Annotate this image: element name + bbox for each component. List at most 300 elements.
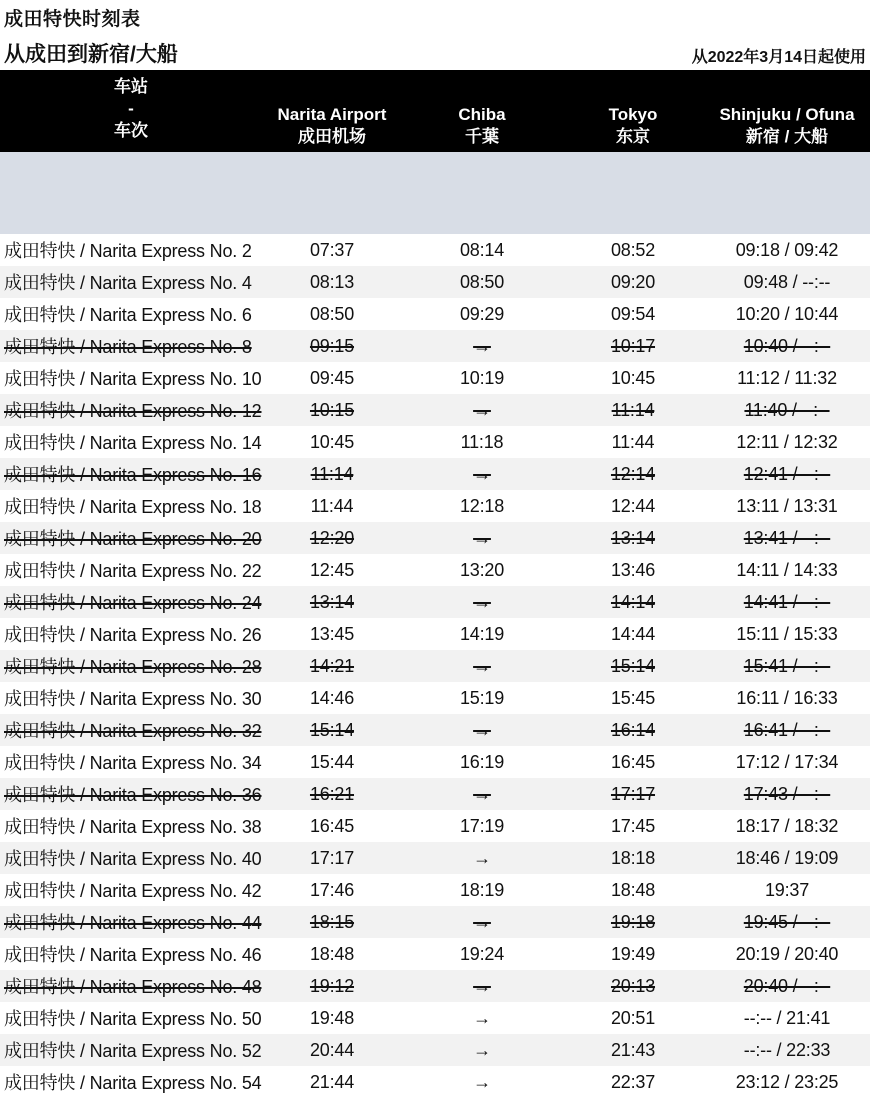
train-name-cell bbox=[0, 330, 262, 362]
station-name-en: Narita Airport bbox=[277, 105, 387, 124]
time-shinjuku-ofuna: 17:12 / 17:34 bbox=[735, 751, 839, 772]
time-shinjuku-ofuna-cell bbox=[704, 906, 870, 938]
train-name: 成田特快 / Narita Express No. 30 bbox=[4, 689, 262, 709]
time-shinjuku-ofuna: 12:41 / --:-- bbox=[743, 463, 831, 484]
time-shinjuku-ofuna: 20:40 / --:-- bbox=[743, 975, 831, 996]
station-name-zh: 东京 bbox=[616, 127, 650, 146]
time-shinjuku-ofuna: 12:11 / 12:32 bbox=[736, 431, 838, 452]
time-narita: 10:45 bbox=[309, 431, 355, 452]
time-tokyo-cell bbox=[562, 682, 704, 714]
time-narita: 11:44 bbox=[310, 495, 354, 516]
time-tokyo: 18:18 bbox=[610, 847, 656, 868]
time-chiba-cell bbox=[402, 298, 562, 330]
time-narita: 18:48 bbox=[309, 943, 355, 964]
time-narita: 18:15 bbox=[309, 911, 355, 932]
time-tokyo-cell bbox=[562, 426, 704, 458]
header-row bbox=[0, 70, 870, 152]
time-tokyo: 15:45 bbox=[610, 687, 656, 708]
time-narita-cell bbox=[262, 394, 402, 426]
time-tokyo-cell bbox=[562, 298, 704, 330]
time-narita: 13:45 bbox=[309, 623, 355, 644]
time-tokyo: 20:51 bbox=[610, 1007, 656, 1028]
time-shinjuku-ofuna-cell bbox=[704, 746, 870, 778]
station-header-shinjuku-ofuna bbox=[704, 70, 870, 152]
time-tokyo: 18:48 bbox=[610, 879, 656, 900]
train-name-cell bbox=[0, 458, 262, 490]
table-row bbox=[0, 1034, 870, 1066]
train-name-cell bbox=[0, 426, 262, 458]
time-tokyo: 13:14 bbox=[610, 527, 656, 548]
time-chiba: → bbox=[473, 527, 491, 548]
time-narita: 21:44 bbox=[309, 1071, 355, 1092]
table-row bbox=[0, 586, 870, 618]
time-tokyo: 16:45 bbox=[610, 751, 656, 772]
table-row bbox=[0, 1066, 870, 1098]
time-narita-cell bbox=[262, 234, 402, 266]
time-shinjuku-ofuna: --:-- / 22:33 bbox=[743, 1039, 831, 1060]
train-name: 成田特快 / Narita Express No. 4 bbox=[4, 273, 252, 293]
time-narita: 12:20 bbox=[309, 527, 355, 548]
station-name-en: Shinjuku / Ofuna bbox=[719, 105, 855, 124]
train-name: 成田特快 / Narita Express No. 46 bbox=[4, 945, 262, 965]
time-shinjuku-ofuna: 13:41 / --:-- bbox=[743, 527, 831, 548]
table-row bbox=[0, 554, 870, 586]
time-chiba: 14:19 bbox=[459, 623, 505, 644]
time-narita-cell bbox=[262, 714, 402, 746]
time-narita: 19:12 bbox=[309, 975, 355, 996]
time-shinjuku-ofuna: 23:12 / 23:25 bbox=[735, 1071, 839, 1092]
time-tokyo: 10:45 bbox=[610, 367, 656, 388]
time-chiba: → bbox=[473, 719, 491, 740]
train-name: 成田特快 / Narita Express No. 12 bbox=[4, 401, 262, 421]
time-chiba-cell bbox=[402, 362, 562, 394]
time-shinjuku-ofuna-cell bbox=[704, 1066, 870, 1098]
time-narita: 15:14 bbox=[309, 719, 355, 740]
corner-separator: - bbox=[128, 99, 134, 118]
time-tokyo-cell bbox=[562, 234, 704, 266]
time-narita-cell bbox=[262, 874, 402, 906]
train-name-cell bbox=[0, 522, 262, 554]
time-shinjuku-ofuna: 17:43 / --:-- bbox=[743, 783, 831, 804]
time-shinjuku-ofuna-cell bbox=[704, 1002, 870, 1034]
time-chiba-cell bbox=[402, 1002, 562, 1034]
time-chiba: 16:19 bbox=[459, 751, 505, 772]
time-chiba-cell bbox=[402, 810, 562, 842]
corner-header bbox=[0, 70, 262, 152]
time-narita-cell bbox=[262, 330, 402, 362]
time-narita-cell bbox=[262, 554, 402, 586]
train-name-cell bbox=[0, 234, 262, 266]
time-narita: 10:15 bbox=[309, 399, 355, 420]
train-name-cell bbox=[0, 618, 262, 650]
time-narita-cell bbox=[262, 618, 402, 650]
train-name-cell bbox=[0, 874, 262, 906]
time-narita-cell bbox=[262, 266, 402, 298]
time-chiba: 12:18 bbox=[459, 495, 505, 516]
time-chiba: 18:19 bbox=[459, 879, 505, 900]
time-narita: 07:37 bbox=[309, 239, 355, 260]
time-tokyo: 19:49 bbox=[610, 943, 656, 964]
time-chiba-cell bbox=[402, 618, 562, 650]
time-tokyo: 17:45 bbox=[610, 815, 656, 836]
time-shinjuku-ofuna: 20:19 / 20:40 bbox=[735, 943, 839, 964]
table-row bbox=[0, 394, 870, 426]
time-tokyo: 08:52 bbox=[610, 239, 656, 260]
train-name: 成田特快 / Narita Express No. 50 bbox=[4, 1009, 262, 1029]
train-name-cell bbox=[0, 1002, 262, 1034]
time-shinjuku-ofuna: 09:18 / 09:42 bbox=[735, 239, 839, 260]
train-name: 成田特快 / Narita Express No. 40 bbox=[4, 849, 262, 869]
time-narita-cell bbox=[262, 1066, 402, 1098]
time-chiba: → bbox=[473, 463, 491, 484]
time-narita-cell bbox=[262, 298, 402, 330]
time-narita-cell bbox=[262, 522, 402, 554]
time-narita: 12:45 bbox=[309, 559, 355, 580]
station-name-zh: 千葉 bbox=[465, 127, 499, 146]
time-chiba-cell bbox=[402, 330, 562, 362]
time-shinjuku-ofuna: 14:11 / 14:33 bbox=[736, 559, 838, 580]
time-chiba-cell bbox=[402, 682, 562, 714]
time-chiba-cell bbox=[402, 426, 562, 458]
table-row bbox=[0, 1002, 870, 1034]
time-tokyo-cell bbox=[562, 362, 704, 394]
time-tokyo-cell bbox=[562, 714, 704, 746]
table-row bbox=[0, 458, 870, 490]
time-shinjuku-ofuna: 18:17 / 18:32 bbox=[735, 815, 839, 836]
time-tokyo: 12:14 bbox=[610, 463, 656, 484]
station-header-chiba bbox=[402, 70, 562, 152]
time-shinjuku-ofuna-cell bbox=[704, 938, 870, 970]
train-name-cell bbox=[0, 778, 262, 810]
station-header-tokyo bbox=[562, 70, 704, 152]
train-name: 成田特快 / Narita Express No. 18 bbox=[4, 497, 262, 517]
time-tokyo: 14:44 bbox=[610, 623, 656, 644]
time-tokyo: 09:54 bbox=[610, 303, 656, 324]
time-tokyo: 14:14 bbox=[610, 591, 656, 612]
time-shinjuku-ofuna: 10:40 / --:-- bbox=[743, 335, 831, 356]
time-shinjuku-ofuna: 10:20 / 10:44 bbox=[735, 303, 839, 324]
time-tokyo-cell bbox=[562, 522, 704, 554]
train-name-cell bbox=[0, 362, 262, 394]
effective-date: 从2022年3月14日起使用 bbox=[691, 49, 866, 66]
table-row bbox=[0, 778, 870, 810]
train-name: 成田特快 / Narita Express No. 48 bbox=[4, 977, 262, 997]
time-shinjuku-ofuna: 15:11 / 15:33 bbox=[736, 623, 838, 644]
time-narita-cell bbox=[262, 842, 402, 874]
time-chiba-cell bbox=[402, 746, 562, 778]
time-chiba: → bbox=[473, 975, 491, 996]
time-narita-cell bbox=[262, 1034, 402, 1066]
time-chiba-cell bbox=[402, 906, 562, 938]
table-row bbox=[0, 234, 870, 266]
time-shinjuku-ofuna-cell bbox=[704, 714, 870, 746]
time-narita: 09:45 bbox=[309, 367, 355, 388]
time-narita: 08:50 bbox=[309, 303, 355, 324]
time-chiba: → bbox=[473, 783, 491, 804]
station-name-en: Chiba bbox=[458, 105, 506, 124]
train-name: 成田特快 / Narita Express No. 22 bbox=[4, 561, 262, 581]
train-name-cell bbox=[0, 554, 262, 586]
time-narita-cell bbox=[262, 426, 402, 458]
time-shinjuku-ofuna: 14:41 / --:-- bbox=[743, 591, 831, 612]
train-name: 成田特快 / Narita Express No. 54 bbox=[4, 1073, 262, 1093]
time-shinjuku-ofuna: 11:12 / 11:32 bbox=[737, 367, 837, 388]
time-tokyo-cell bbox=[562, 458, 704, 490]
time-narita: 19:48 bbox=[309, 1007, 355, 1028]
time-tokyo: 20:13 bbox=[610, 975, 656, 996]
time-shinjuku-ofuna: 19:45 / --:-- bbox=[743, 911, 831, 932]
time-shinjuku-ofuna-cell bbox=[704, 586, 870, 618]
train-name: 成田特快 / Narita Express No. 52 bbox=[4, 1041, 262, 1061]
train-name-cell bbox=[0, 1066, 262, 1098]
time-chiba-cell bbox=[402, 490, 562, 522]
station-header-narita bbox=[262, 70, 402, 152]
time-chiba-cell bbox=[402, 394, 562, 426]
header-divider bbox=[0, 152, 870, 234]
time-narita-cell bbox=[262, 458, 402, 490]
time-narita-cell bbox=[262, 906, 402, 938]
time-tokyo-cell bbox=[562, 618, 704, 650]
time-shinjuku-ofuna-cell bbox=[704, 266, 870, 298]
time-shinjuku-ofuna-cell bbox=[704, 778, 870, 810]
time-narita-cell bbox=[262, 810, 402, 842]
time-chiba-cell bbox=[402, 650, 562, 682]
train-name: 成田特快 / Narita Express No. 28 bbox=[4, 657, 262, 677]
train-name: 成田特快 / Narita Express No. 10 bbox=[4, 369, 262, 389]
time-chiba-cell bbox=[402, 586, 562, 618]
train-name: 成田特快 / Narita Express No. 8 bbox=[4, 337, 252, 357]
time-narita-cell bbox=[262, 490, 402, 522]
table-row bbox=[0, 490, 870, 522]
train-name-cell bbox=[0, 810, 262, 842]
train-name-cell bbox=[0, 650, 262, 682]
train-name-cell bbox=[0, 298, 262, 330]
time-chiba: 08:14 bbox=[459, 239, 505, 260]
time-chiba-cell bbox=[402, 266, 562, 298]
table-row bbox=[0, 746, 870, 778]
time-narita-cell bbox=[262, 1002, 402, 1034]
table-row bbox=[0, 362, 870, 394]
time-shinjuku-ofuna-cell bbox=[704, 874, 870, 906]
time-shinjuku-ofuna: --:-- / 21:41 bbox=[743, 1007, 831, 1028]
time-shinjuku-ofuna-cell bbox=[704, 842, 870, 874]
train-name: 成田特快 / Narita Express No. 16 bbox=[4, 465, 262, 485]
corner-train-label: 车次 bbox=[114, 121, 148, 140]
time-tokyo-cell bbox=[562, 650, 704, 682]
time-chiba-cell bbox=[402, 1066, 562, 1098]
timetable-header bbox=[0, 70, 870, 234]
time-shinjuku-ofuna-cell bbox=[704, 522, 870, 554]
time-tokyo-cell bbox=[562, 810, 704, 842]
time-chiba: 10:19 bbox=[459, 367, 505, 388]
time-tokyo-cell bbox=[562, 842, 704, 874]
time-shinjuku-ofuna-cell bbox=[704, 490, 870, 522]
page-header bbox=[0, 0, 870, 68]
station-name-en: Tokyo bbox=[608, 105, 658, 124]
train-name-cell bbox=[0, 394, 262, 426]
time-chiba: → bbox=[473, 847, 491, 868]
time-tokyo: 16:14 bbox=[610, 719, 656, 740]
time-chiba: 17:19 bbox=[459, 815, 505, 836]
timetable bbox=[0, 70, 870, 1098]
time-narita: 15:44 bbox=[309, 751, 355, 772]
time-shinjuku-ofuna-cell bbox=[704, 458, 870, 490]
time-tokyo-cell bbox=[562, 906, 704, 938]
time-chiba: → bbox=[473, 335, 491, 356]
corner-station-label: 车站 bbox=[114, 77, 148, 96]
time-narita-cell bbox=[262, 650, 402, 682]
time-chiba: 15:19 bbox=[459, 687, 505, 708]
time-shinjuku-ofuna-cell bbox=[704, 970, 870, 1002]
time-shinjuku-ofuna: 19:37 bbox=[764, 879, 810, 900]
train-name: 成田特快 / Narita Express No. 20 bbox=[4, 529, 262, 549]
train-name: 成田特快 / Narita Express No. 36 bbox=[4, 785, 262, 805]
train-name: 成田特快 / Narita Express No. 6 bbox=[4, 305, 252, 325]
time-shinjuku-ofuna-cell bbox=[704, 810, 870, 842]
page-subtitle: 从成田到新宿/大船 bbox=[4, 43, 178, 66]
table-row bbox=[0, 938, 870, 970]
time-chiba: → bbox=[473, 1071, 491, 1092]
time-shinjuku-ofuna-cell bbox=[704, 234, 870, 266]
time-tokyo-cell bbox=[562, 746, 704, 778]
train-name-cell bbox=[0, 906, 262, 938]
time-tokyo-cell bbox=[562, 1034, 704, 1066]
time-shinjuku-ofuna-cell bbox=[704, 1034, 870, 1066]
time-tokyo: 19:18 bbox=[610, 911, 656, 932]
time-tokyo-cell bbox=[562, 554, 704, 586]
time-narita: 08:13 bbox=[309, 271, 355, 292]
table-row bbox=[0, 714, 870, 746]
time-tokyo: 11:44 bbox=[611, 431, 655, 452]
train-name-cell bbox=[0, 490, 262, 522]
time-narita: 09:15 bbox=[309, 335, 355, 356]
time-chiba: → bbox=[473, 1039, 491, 1060]
time-narita: 20:44 bbox=[309, 1039, 355, 1060]
time-shinjuku-ofuna: 16:11 / 16:33 bbox=[736, 687, 838, 708]
train-name: 成田特快 / Narita Express No. 42 bbox=[4, 881, 262, 901]
time-narita-cell bbox=[262, 586, 402, 618]
station-name-zh: 新宿 / 大船 bbox=[745, 127, 829, 146]
table-row bbox=[0, 298, 870, 330]
time-shinjuku-ofuna-cell bbox=[704, 650, 870, 682]
time-tokyo: 10:17 bbox=[610, 335, 656, 356]
time-tokyo: 22:37 bbox=[610, 1071, 656, 1092]
time-shinjuku-ofuna-cell bbox=[704, 682, 870, 714]
time-shinjuku-ofuna-cell bbox=[704, 362, 870, 394]
table-row bbox=[0, 810, 870, 842]
train-name: 成田特快 / Narita Express No. 34 bbox=[4, 753, 262, 773]
time-narita-cell bbox=[262, 746, 402, 778]
time-tokyo-cell bbox=[562, 1066, 704, 1098]
time-narita: 14:21 bbox=[309, 655, 355, 676]
train-name: 成田特快 / Narita Express No. 24 bbox=[4, 593, 262, 613]
time-narita-cell bbox=[262, 970, 402, 1002]
time-tokyo-cell bbox=[562, 778, 704, 810]
time-chiba: → bbox=[473, 591, 491, 612]
time-shinjuku-ofuna-cell bbox=[704, 618, 870, 650]
table-row bbox=[0, 970, 870, 1002]
train-name-cell bbox=[0, 586, 262, 618]
time-chiba: 09:29 bbox=[459, 303, 505, 324]
table-row bbox=[0, 842, 870, 874]
time-chiba-cell bbox=[402, 554, 562, 586]
time-tokyo: 13:46 bbox=[610, 559, 656, 580]
time-narita-cell bbox=[262, 682, 402, 714]
time-chiba-cell bbox=[402, 938, 562, 970]
time-tokyo-cell bbox=[562, 490, 704, 522]
train-name: 成田特快 / Narita Express No. 2 bbox=[4, 241, 252, 261]
table-row bbox=[0, 330, 870, 362]
time-tokyo: 12:44 bbox=[610, 495, 656, 516]
train-name-cell bbox=[0, 266, 262, 298]
time-shinjuku-ofuna-cell bbox=[704, 426, 870, 458]
time-tokyo: 11:14 bbox=[611, 399, 655, 420]
time-shinjuku-ofuna-cell bbox=[704, 298, 870, 330]
time-chiba: → bbox=[473, 655, 491, 676]
time-shinjuku-ofuna: 16:41 / --:-- bbox=[743, 719, 831, 740]
page-title: 成田特快时刻表 bbox=[4, 9, 141, 30]
time-narita-cell bbox=[262, 778, 402, 810]
time-tokyo: 15:14 bbox=[610, 655, 656, 676]
table-row bbox=[0, 522, 870, 554]
time-tokyo-cell bbox=[562, 1002, 704, 1034]
time-chiba-cell bbox=[402, 970, 562, 1002]
table-row bbox=[0, 618, 870, 650]
station-name-zh: 成田机场 bbox=[298, 127, 366, 146]
time-narita: 16:45 bbox=[309, 815, 355, 836]
train-name-cell bbox=[0, 970, 262, 1002]
time-chiba: 08:50 bbox=[459, 271, 505, 292]
time-narita: 17:46 bbox=[309, 879, 355, 900]
table-row bbox=[0, 682, 870, 714]
train-name-cell bbox=[0, 682, 262, 714]
time-shinjuku-ofuna: 09:48 / --:-- bbox=[743, 271, 831, 292]
time-chiba-cell bbox=[402, 234, 562, 266]
time-chiba: → bbox=[473, 911, 491, 932]
time-chiba-cell bbox=[402, 458, 562, 490]
time-tokyo-cell bbox=[562, 586, 704, 618]
table-row bbox=[0, 266, 870, 298]
time-narita-cell bbox=[262, 938, 402, 970]
time-tokyo-cell bbox=[562, 874, 704, 906]
time-tokyo: 17:17 bbox=[610, 783, 656, 804]
time-shinjuku-ofuna: 18:46 / 19:09 bbox=[735, 847, 839, 868]
time-tokyo-cell bbox=[562, 266, 704, 298]
time-chiba-cell bbox=[402, 842, 562, 874]
time-chiba-cell bbox=[402, 1034, 562, 1066]
time-chiba: 19:24 bbox=[459, 943, 505, 964]
time-narita: 17:17 bbox=[309, 847, 355, 868]
time-shinjuku-ofuna-cell bbox=[704, 554, 870, 586]
time-chiba-cell bbox=[402, 714, 562, 746]
timetable-body bbox=[0, 234, 870, 1098]
time-narita: 14:46 bbox=[309, 687, 355, 708]
time-chiba: → bbox=[473, 399, 491, 420]
time-tokyo-cell bbox=[562, 330, 704, 362]
train-name-cell bbox=[0, 746, 262, 778]
time-chiba: → bbox=[473, 1007, 491, 1028]
time-tokyo-cell bbox=[562, 394, 704, 426]
train-name: 成田特快 / Narita Express No. 14 bbox=[4, 433, 262, 453]
table-row bbox=[0, 650, 870, 682]
time-shinjuku-ofuna: 11:40 / --:-- bbox=[744, 399, 830, 420]
train-name: 成田特快 / Narita Express No. 44 bbox=[4, 913, 262, 933]
table-row bbox=[0, 426, 870, 458]
train-name-cell bbox=[0, 1034, 262, 1066]
time-narita: 13:14 bbox=[309, 591, 355, 612]
train-name-cell bbox=[0, 938, 262, 970]
time-shinjuku-ofuna: 13:11 / 13:31 bbox=[736, 495, 838, 516]
